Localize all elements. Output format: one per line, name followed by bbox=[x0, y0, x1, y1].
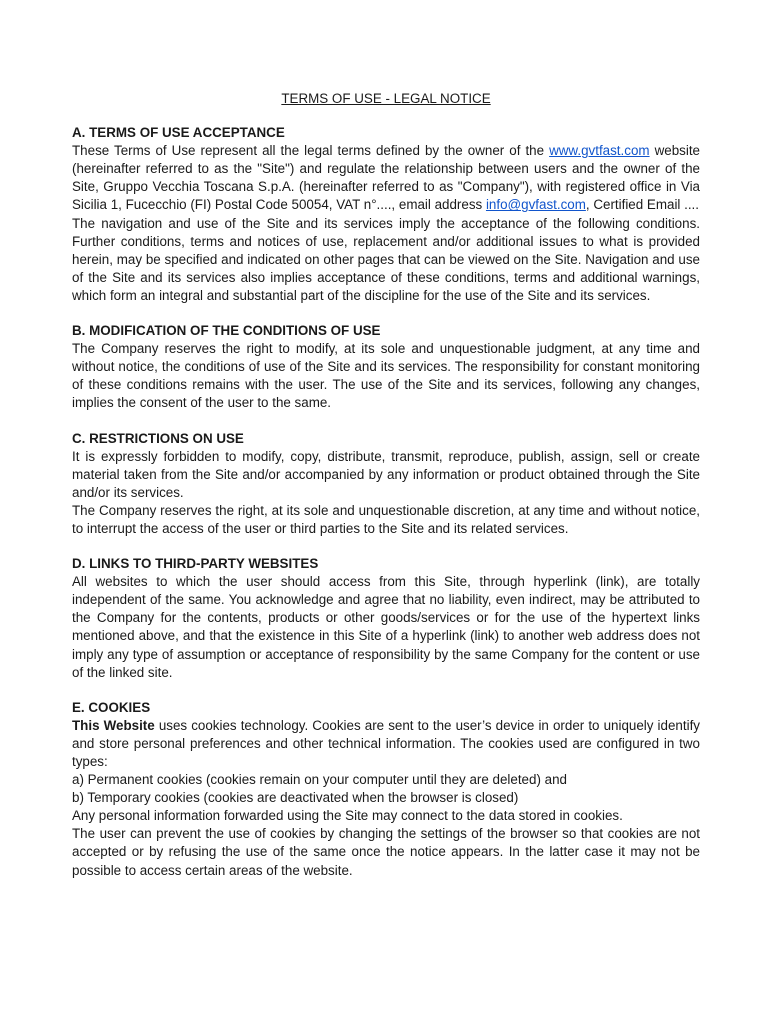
section-restrictions bbox=[72, 430, 700, 539]
paragraph: The Company reserves the right to modify, at its sole and unquestionable judgment, at any time and without notice, the conditions of use of the Site and its services. The responsibility for constant monitoring of these conditions remains with the user. The use of the Site and its services, following any changes, implies the consent of the user to the same. bbox=[72, 341, 700, 411]
paragraph-text: uses cookies technology. Cookies are sent to the user’s device in order to uniquely identify and store personal preferences and other technical information. The cookies used are configured in two types: bbox=[72, 717, 700, 769]
paragraph: All websites to which the user should access from this Site, through hyperlink (link), are totally independent of the same. You acknowledge and agree that no liability, even indirect, may be attributed to the Company for the contents, products or other goods/services or for the use of the hypertext links mentioned above, and that the existence in this Site of a hyperlink (link) to another web address does not imply any type of assumption or acceptance of responsibility by the same Company for the content or use of the linked site. bbox=[72, 574, 700, 680]
section-heading: E. COOKIES bbox=[72, 699, 151, 715]
paragraph bbox=[72, 717, 700, 771]
list-item: b) Temporary cookies (cookies are deactivated when the browser is closed) bbox=[72, 790, 519, 806]
section-third-party-links bbox=[72, 555, 700, 682]
section-heading: B. MODIFICATION OF THE CONDITIONS OF USE bbox=[72, 323, 381, 339]
list-item: a) Permanent cookies (cookies remain on your computer until they are deleted) and bbox=[72, 772, 567, 788]
paragraph: The user can prevent the use of cookies by changing the settings of the browser so that cookies are not accepted or by refusing the use of the same once the notice appears. In the latter case it may not be possible to access certain areas of the website. bbox=[72, 826, 700, 878]
paragraph-text: website (hereinafter referred to as the "Site") and regulate the relationship between users and the owner of the Site, Gruppo Vecchia Toscana S.p.A. (hereinafter referred to as "Company"), with registered office in Via Sicilia 1, Fucecchio (FI) Postal Code 50054, VAT n°...., email address bbox=[72, 143, 700, 213]
section-cookies bbox=[72, 699, 700, 880]
paragraph: The navigation and use of the Site and its services imply the acceptance of the following conditions. Further conditions, terms and notices of use, replacement and/or additional issues to what is provided herein, may be specified and indicated on other pages that can be viewed on the Site. Navigation and use of the Site and its services also implies acceptance of these conditions, terms and additional warnings, which form an integral and substantial part of the discipline for the use of the Site and its services. bbox=[72, 215, 700, 303]
section-heading: C. RESTRICTIONS ON USE bbox=[72, 430, 244, 446]
paragraph: Any personal information forwarded using the Site may connect to the data stored in cookies. bbox=[72, 808, 623, 824]
legal-notice-page bbox=[72, 90, 700, 897]
section-heading: A. TERMS OF USE ACCEPTANCE bbox=[72, 125, 285, 141]
paragraph: It is expressly forbidden to modify, copy, distribute, transmit, reproduce, publish, assign, sell or create material taken from the Site and/or accompanied by any information or product obtained through the Site and/or its services. bbox=[72, 448, 700, 500]
paragraph: The Company reserves the right, at its sole and unquestionable discretion, at any time and without notice, to interrupt the access of the user or third parties to the Site and its related services. bbox=[72, 502, 700, 536]
email-link[interactable]: info@gvfast.com bbox=[485, 197, 586, 213]
bold-text: This Website bbox=[72, 717, 155, 733]
section-terms-acceptance bbox=[72, 124, 700, 305]
paragraph-text: , Certified Email .... bbox=[585, 197, 699, 213]
paragraph-text: These Terms of Use represent all the legal terms defined by the owner of the bbox=[72, 143, 550, 159]
section-modification bbox=[72, 322, 700, 412]
paragraph bbox=[72, 142, 700, 214]
section-heading: D. LINKS TO THIRD-PARTY WEBSITES bbox=[72, 556, 319, 572]
website-link[interactable]: www.gvtfast.com bbox=[549, 143, 650, 159]
document-title: TERMS OF USE - LEGAL NOTICE bbox=[281, 91, 491, 106]
